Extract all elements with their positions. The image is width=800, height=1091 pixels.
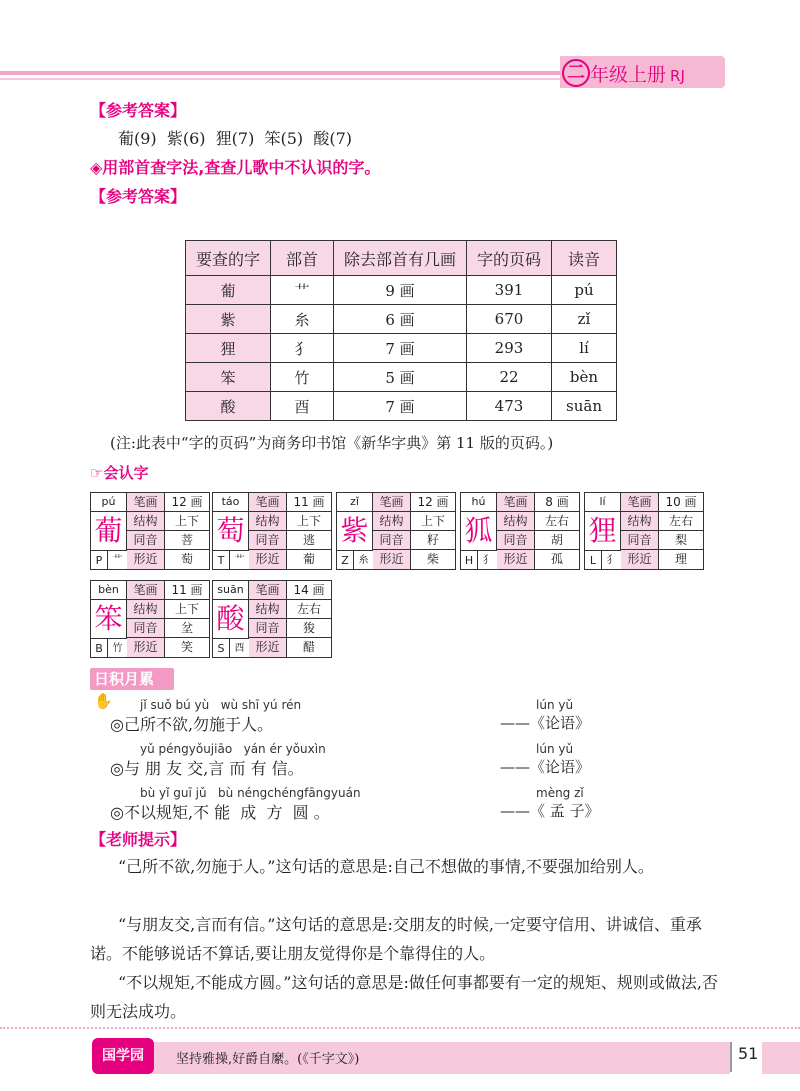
cell-char: 酸 xyxy=(186,392,271,421)
card-key: 同音 xyxy=(127,619,165,637)
col-header: 部首 xyxy=(271,241,334,276)
card-radical: 犭 xyxy=(602,550,621,569)
cell-pinyin: zǐ xyxy=(552,305,617,334)
card-key: 形近 xyxy=(249,550,287,569)
card-radical: 艹 xyxy=(108,550,127,569)
card-row xyxy=(249,619,331,638)
cell-radical: 酉 xyxy=(271,392,334,421)
card-char: 狐 xyxy=(461,512,497,550)
char-card xyxy=(90,580,210,658)
card-row xyxy=(249,600,331,619)
source-pinyin: mèng zǐ xyxy=(536,786,584,800)
cell-pinyin: bèn xyxy=(552,363,617,392)
footer-divider xyxy=(0,1027,800,1029)
source-pinyin: lún yǔ xyxy=(536,698,574,712)
char-card xyxy=(584,492,704,570)
card-letter: P xyxy=(91,550,108,569)
card-row xyxy=(373,493,455,512)
edition: RJ xyxy=(670,67,685,85)
hand-icon: ☞ xyxy=(90,464,104,482)
card-letter: S xyxy=(213,638,230,657)
hand-icon: ✋ xyxy=(94,692,113,710)
cell-char: 葡 xyxy=(186,276,271,305)
char-card xyxy=(336,492,456,570)
card-row xyxy=(127,600,209,619)
card-char: 酸 xyxy=(213,600,249,638)
card-key: 笔画 xyxy=(373,493,411,511)
card-letter: T xyxy=(213,550,230,569)
cell-pinyin: suān xyxy=(552,392,617,421)
card-key: 笔画 xyxy=(127,493,165,511)
card-key: 同音 xyxy=(497,531,535,549)
card-key: 同音 xyxy=(249,619,287,637)
card-row xyxy=(249,512,331,531)
card-similar: 笑 xyxy=(180,640,193,654)
teacher-paragraph: “己所不欲,勿施于人。”这句话的意思是:自己不想做的事情,不要强加给别人。 xyxy=(118,857,654,876)
card-homophone: 梨 xyxy=(674,533,687,547)
card-pinyin: zǐ xyxy=(337,493,373,512)
card-pinyin: bèn xyxy=(91,581,127,600)
card-row xyxy=(127,550,209,569)
card-key: 形近 xyxy=(127,638,165,657)
card-row xyxy=(249,550,331,569)
task-text: ◈用部首查字法,查查儿歌中不认识的字。 xyxy=(90,158,381,177)
rjyl-text: 日积月累 xyxy=(94,670,155,688)
header-rule-thin xyxy=(0,78,560,80)
card-similar: 理 xyxy=(674,552,687,566)
cell-page: 391 xyxy=(467,276,552,305)
card-similar: 孤 xyxy=(550,552,563,566)
card-row xyxy=(497,531,579,550)
learn-chars-label xyxy=(90,462,148,483)
proverb-pinyin: yǔ péngyǒujiāo yán ér yǒuxìn xyxy=(140,742,326,756)
card-key: 同音 xyxy=(373,531,411,549)
card-row xyxy=(621,512,703,531)
card-structure: 左右 xyxy=(668,514,693,528)
grade-badge: 二 xyxy=(562,59,590,87)
card-strokes: 11 画 xyxy=(171,583,203,597)
footer-badge: 国学园 xyxy=(92,1038,154,1074)
card-structure: 上下 xyxy=(174,602,199,616)
card-pinyin: hú xyxy=(461,493,497,512)
col-header: 要查的字 xyxy=(186,241,271,276)
card-row xyxy=(249,531,331,550)
cell-radical: 竹 xyxy=(271,363,334,392)
card-pinyin: táo xyxy=(213,493,249,512)
teacher-paragraph: “与朋友交,言而有信。”这句话的意思是:交朋友的时候,一定要守信用、讲诚信、重承诺。不能够说话不算话,要让朋友觉得你是个靠得住的人。 xyxy=(90,915,702,963)
learn-chars-text: 会认字 xyxy=(103,464,149,482)
card-homophone: 坌 xyxy=(180,621,193,635)
card-structure: 上下 xyxy=(296,514,321,528)
card-key: 结构 xyxy=(127,512,165,530)
cell-strokes: 9 画 xyxy=(334,276,467,305)
card-similar: 醋 xyxy=(302,640,315,654)
card-homophone: 籽 xyxy=(426,533,439,547)
card-strokes: 11 画 xyxy=(293,495,325,509)
footer-end xyxy=(762,1042,800,1074)
card-row xyxy=(621,550,703,569)
card-strokes: 14 画 xyxy=(293,583,325,597)
card-radical: 犭 xyxy=(478,550,497,569)
card-row xyxy=(127,638,209,657)
card-structure: 上下 xyxy=(420,514,445,528)
proverb-source: ——《 孟 子》 xyxy=(500,802,600,820)
card-char: 笨 xyxy=(91,600,127,638)
answer-label-1: 【参考答案】 xyxy=(90,101,187,120)
header-rule xyxy=(0,71,560,75)
card-homophone: 菩 xyxy=(180,533,193,547)
card-row xyxy=(127,619,209,638)
card-homophone: 狻 xyxy=(302,621,315,635)
card-similar: 柴 xyxy=(426,552,439,566)
cell-strokes: 7 画 xyxy=(334,334,467,363)
cell-char: 狸 xyxy=(186,334,271,363)
card-char: 萄 xyxy=(213,512,249,550)
card-key: 结构 xyxy=(127,600,165,618)
card-key: 同音 xyxy=(127,531,165,549)
grade-title xyxy=(590,60,685,87)
col-header: 字的页码 xyxy=(467,241,552,276)
card-key: 笔画 xyxy=(127,581,165,599)
proverb-pinyin: bù yǐ guī jǔ bù néngchéngfāngyuán xyxy=(140,786,361,800)
cell-strokes: 5 画 xyxy=(334,363,467,392)
cell-pinyin: lí xyxy=(552,334,617,363)
card-strokes: 12 画 xyxy=(417,495,449,509)
char-card xyxy=(460,492,580,570)
card-row xyxy=(373,512,455,531)
card-pinyin: suān xyxy=(213,581,249,600)
table-row xyxy=(186,334,617,363)
table-row xyxy=(186,392,617,421)
cell-char: 笨 xyxy=(186,363,271,392)
card-char: 紫 xyxy=(337,512,373,550)
card-homophone: 逃 xyxy=(302,533,315,547)
footer-quote: 坚持雅操,好爵自縻。(《千字文》) xyxy=(176,1052,360,1067)
proverb-pinyin: jǐ suǒ bú yù wù shī yú rén xyxy=(140,698,302,712)
card-row xyxy=(249,493,331,512)
proverb-source: ——《论语》 xyxy=(500,714,591,732)
table-row xyxy=(186,305,617,334)
radical-lookup-table xyxy=(185,240,617,421)
card-row xyxy=(249,581,331,600)
card-structure: 左右 xyxy=(296,602,321,616)
cell-radical: 糸 xyxy=(271,305,334,334)
card-key: 形近 xyxy=(127,550,165,569)
card-radical: 竹 xyxy=(108,638,127,657)
card-key: 形近 xyxy=(621,550,659,569)
col-header: 读音 xyxy=(552,241,617,276)
card-key: 形近 xyxy=(373,550,411,569)
card-row xyxy=(621,531,703,550)
cell-page: 22 xyxy=(467,363,552,392)
card-key: 结构 xyxy=(621,512,659,530)
proverb-source: ——《论语》 xyxy=(500,758,591,776)
card-letter: B xyxy=(91,638,108,657)
card-letter: L xyxy=(585,550,602,569)
card-similar: 萄 xyxy=(180,552,193,566)
card-key: 结构 xyxy=(249,600,287,618)
card-strokes: 10 画 xyxy=(665,495,697,509)
card-radical: 艹 xyxy=(230,550,249,569)
card-key: 笔画 xyxy=(249,581,287,599)
char-card xyxy=(212,492,332,570)
card-letter: Z xyxy=(337,550,354,569)
card-char: 狸 xyxy=(585,512,621,550)
card-strokes: 8 画 xyxy=(545,495,569,509)
col-header: 除去部首有几画 xyxy=(334,241,467,276)
card-letter: H xyxy=(461,550,478,569)
table-header-row xyxy=(186,241,617,276)
char-card xyxy=(212,580,332,658)
table-row xyxy=(186,276,617,305)
card-row xyxy=(127,531,209,550)
card-row xyxy=(497,493,579,512)
card-row xyxy=(373,531,455,550)
cell-page: 293 xyxy=(467,334,552,363)
card-structure: 上下 xyxy=(174,514,199,528)
card-strokes: 12 画 xyxy=(171,495,203,509)
card-radical: 糸 xyxy=(354,550,373,569)
card-structure: 左右 xyxy=(544,514,569,528)
table-row xyxy=(186,363,617,392)
card-pinyin: lí xyxy=(585,493,621,512)
rjyl-label xyxy=(90,668,174,710)
source-pinyin: lún yǔ xyxy=(536,742,574,756)
card-key: 笔画 xyxy=(621,493,659,511)
cell-char: 紫 xyxy=(186,305,271,334)
teacher-tip-label: 【老师提示】 xyxy=(90,830,187,849)
card-row xyxy=(497,550,579,569)
card-row xyxy=(127,581,209,600)
answer-items: 葡(9) 紫(6) 狸(7) 笨(5) 酸(7) xyxy=(118,129,353,148)
char-card xyxy=(90,492,210,570)
card-row xyxy=(127,512,209,531)
cell-radical: 艹 xyxy=(271,276,334,305)
proverb-text: ◎己所不欲,勿施于人。 xyxy=(110,715,274,734)
proverb-text: ◎不以规矩,不 能 成 方 圆 。 xyxy=(110,803,330,822)
card-row xyxy=(127,493,209,512)
card-key: 同音 xyxy=(249,531,287,549)
page-separator xyxy=(730,1042,732,1072)
teacher-paragraph: “不以规矩,不能成方圆。”这句话的意思是:做任何事都要有一定的规矩、规则或做法,否则无法成功。 xyxy=(90,973,718,1021)
cell-radical: 犭 xyxy=(271,334,334,363)
card-key: 结构 xyxy=(249,512,287,530)
page-number: 51 xyxy=(738,1044,759,1063)
card-key: 笔画 xyxy=(497,493,535,511)
card-row xyxy=(249,638,331,657)
card-row xyxy=(497,512,579,531)
table-note: (注:此表中“字的页码”为商务印书馆《新华字典》第 11 版的页码。) xyxy=(110,434,554,452)
card-key: 形近 xyxy=(249,638,287,657)
card-radical: 酉 xyxy=(230,638,249,657)
cell-page: 670 xyxy=(467,305,552,334)
cell-strokes: 7 画 xyxy=(334,392,467,421)
card-key: 同音 xyxy=(621,531,659,549)
cell-strokes: 6 画 xyxy=(334,305,467,334)
card-key: 笔画 xyxy=(249,493,287,511)
card-key: 结构 xyxy=(497,512,535,530)
cell-pinyin: pú xyxy=(552,276,617,305)
grade-text: 年级上册 xyxy=(590,64,667,86)
card-pinyin: pú xyxy=(91,493,127,512)
card-row xyxy=(621,493,703,512)
card-similar: 葡 xyxy=(302,552,315,566)
card-row xyxy=(373,550,455,569)
answer-label-2: 【参考答案】 xyxy=(90,187,187,206)
card-homophone: 胡 xyxy=(550,533,563,547)
cell-page: 473 xyxy=(467,392,552,421)
card-char: 葡 xyxy=(91,512,127,550)
card-key: 形近 xyxy=(497,550,535,569)
card-key: 结构 xyxy=(373,512,411,530)
proverb-text: ◎与 朋 友 交,言 而 有 信。 xyxy=(110,759,304,778)
